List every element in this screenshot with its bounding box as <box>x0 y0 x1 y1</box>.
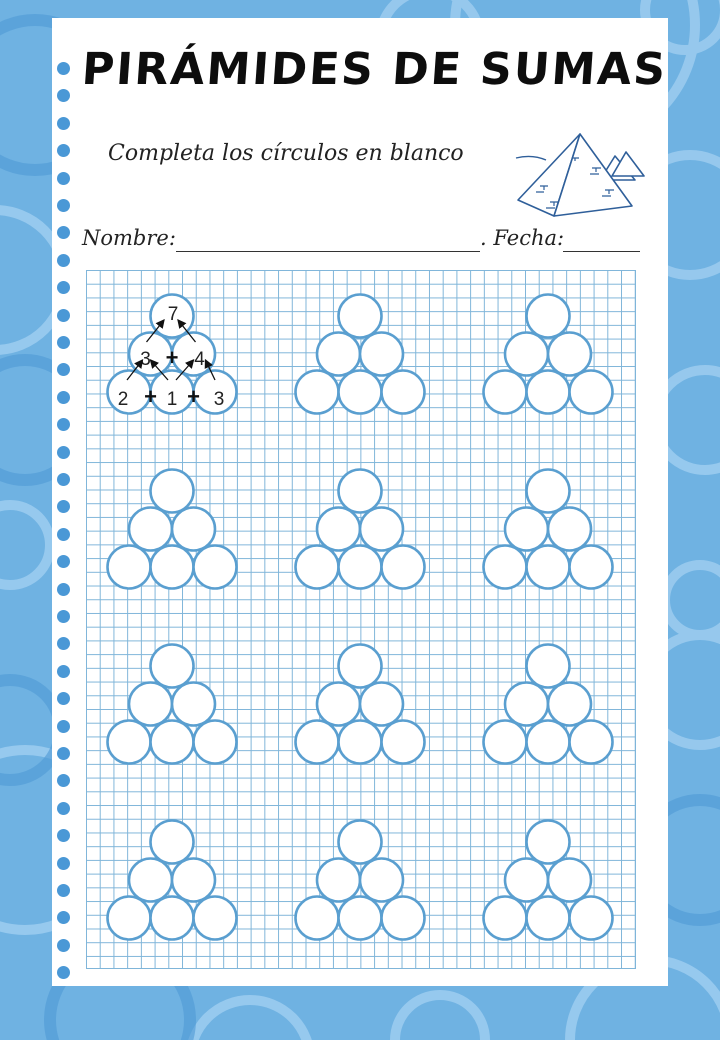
answer-circle[interactable] <box>151 897 194 940</box>
example-top-number: 7 <box>167 304 179 325</box>
answer-circle[interactable] <box>527 821 570 864</box>
answer-circle[interactable] <box>382 721 425 764</box>
answer-circle[interactable] <box>505 508 548 551</box>
notebook-hole <box>57 528 70 541</box>
date-label: . Fecha: <box>480 226 565 250</box>
answer-circle[interactable] <box>382 371 425 414</box>
notebook-hole <box>57 254 70 267</box>
notebook-hole <box>57 747 70 760</box>
name-label: Nombre: <box>82 226 176 250</box>
answer-circle[interactable] <box>527 645 570 688</box>
notebook-hole <box>57 720 70 733</box>
answer-circle[interactable] <box>570 897 613 940</box>
sum-pyramid <box>484 821 613 940</box>
answer-circle[interactable] <box>151 470 194 513</box>
notebook-hole <box>57 610 70 623</box>
answer-circle[interactable] <box>360 508 403 551</box>
answer-circle[interactable] <box>296 721 339 764</box>
answer-circle[interactable] <box>317 508 360 551</box>
answer-circle[interactable] <box>548 683 591 726</box>
answer-circle[interactable] <box>527 371 570 414</box>
answer-circle[interactable] <box>194 546 237 589</box>
notebook-hole <box>57 884 70 897</box>
answer-circle[interactable] <box>108 546 151 589</box>
plus-sign: + <box>187 384 200 409</box>
answer-circle[interactable] <box>296 546 339 589</box>
answer-circle[interactable] <box>527 546 570 589</box>
notebook-hole <box>57 939 70 952</box>
answer-circle[interactable] <box>527 295 570 338</box>
sum-pyramid <box>296 470 425 589</box>
date-field[interactable] <box>563 251 640 252</box>
answer-circle[interactable] <box>548 333 591 376</box>
sum-pyramid <box>108 645 237 764</box>
answer-circle[interactable] <box>339 546 382 589</box>
answer-circle[interactable] <box>548 508 591 551</box>
answer-circle[interactable] <box>108 897 151 940</box>
notebook-hole <box>57 117 70 130</box>
answer-circle[interactable] <box>505 859 548 902</box>
egyptian-pyramids-icon <box>510 128 650 223</box>
example-bottom-number: 1 <box>166 389 178 410</box>
answer-circle[interactable] <box>317 683 360 726</box>
sum-pyramid <box>484 645 613 764</box>
answer-circle[interactable] <box>505 333 548 376</box>
answer-circle[interactable] <box>484 721 527 764</box>
answer-circle[interactable] <box>296 897 339 940</box>
answer-circle[interactable] <box>548 859 591 902</box>
answer-circle[interactable] <box>317 859 360 902</box>
notebook-hole <box>57 446 70 459</box>
sum-pyramid <box>296 645 425 764</box>
graph-paper-grid <box>86 270 636 969</box>
sum-pyramid <box>296 295 425 414</box>
answer-circle[interactable] <box>339 897 382 940</box>
answer-circle[interactable] <box>382 546 425 589</box>
sum-pyramid <box>108 470 237 589</box>
answer-circle[interactable] <box>339 645 382 688</box>
notebook-hole <box>57 62 70 75</box>
answer-circle[interactable] <box>172 859 215 902</box>
name-date-row <box>82 226 642 256</box>
notebook-hole <box>57 857 70 870</box>
answer-circle[interactable] <box>108 721 151 764</box>
answer-circle[interactable] <box>570 721 613 764</box>
answer-circle[interactable] <box>296 371 339 414</box>
name-field[interactable] <box>176 251 480 252</box>
answer-circle[interactable] <box>339 470 382 513</box>
answer-circle[interactable] <box>151 721 194 764</box>
answer-circle[interactable] <box>360 683 403 726</box>
example-bottom-number: 2 <box>117 389 129 410</box>
answer-circle[interactable] <box>484 546 527 589</box>
notebook-hole <box>57 309 70 322</box>
pyramids-area <box>86 270 635 968</box>
answer-circle[interactable] <box>151 546 194 589</box>
answer-circle[interactable] <box>505 683 548 726</box>
answer-circle[interactable] <box>527 470 570 513</box>
sum-pyramid <box>108 821 237 940</box>
example-middle-number: 4 <box>194 349 205 370</box>
answer-circle[interactable] <box>570 546 613 589</box>
notebook-hole <box>57 172 70 185</box>
answer-circle[interactable] <box>194 897 237 940</box>
sum-pyramid <box>108 295 237 414</box>
example-middle-number: 3 <box>140 349 151 370</box>
answer-circle[interactable] <box>151 821 194 864</box>
notebook-hole <box>57 665 70 678</box>
answer-circle[interactable] <box>129 508 172 551</box>
answer-circle[interactable] <box>172 683 215 726</box>
notebook-hole <box>57 391 70 404</box>
sum-pyramid <box>484 295 613 414</box>
notebook-hole <box>57 199 70 212</box>
answer-circle[interactable] <box>360 333 403 376</box>
example-bottom-number: 3 <box>213 389 225 410</box>
answer-circle[interactable] <box>172 508 215 551</box>
page-title: PIRÁMIDES DE SUMAS <box>80 44 669 95</box>
answer-circle[interactable] <box>339 721 382 764</box>
answer-circle[interactable] <box>570 371 613 414</box>
notebook-hole <box>57 802 70 815</box>
answer-circle[interactable] <box>339 821 382 864</box>
sum-pyramid <box>296 821 425 940</box>
answer-circle[interactable] <box>527 721 570 764</box>
plus-sign: + <box>165 345 179 370</box>
answer-circle[interactable] <box>194 721 237 764</box>
notebook-hole <box>57 473 70 486</box>
answer-circle[interactable] <box>382 897 425 940</box>
notebook-hole <box>57 336 70 349</box>
answer-circle[interactable] <box>527 897 570 940</box>
answer-circle[interactable] <box>129 859 172 902</box>
answer-circle[interactable] <box>360 859 403 902</box>
answer-circle[interactable] <box>339 371 382 414</box>
answer-circle[interactable] <box>484 897 527 940</box>
notebook-hole <box>57 583 70 596</box>
plus-sign: + <box>144 384 157 409</box>
answer-circle[interactable] <box>339 295 382 338</box>
answer-circle[interactable] <box>151 645 194 688</box>
answer-circle[interactable] <box>484 371 527 414</box>
answer-circle[interactable] <box>317 333 360 376</box>
instruction-text: Completa los círculos en blanco <box>108 141 464 166</box>
answer-circle[interactable] <box>129 683 172 726</box>
sum-pyramid <box>484 470 613 589</box>
